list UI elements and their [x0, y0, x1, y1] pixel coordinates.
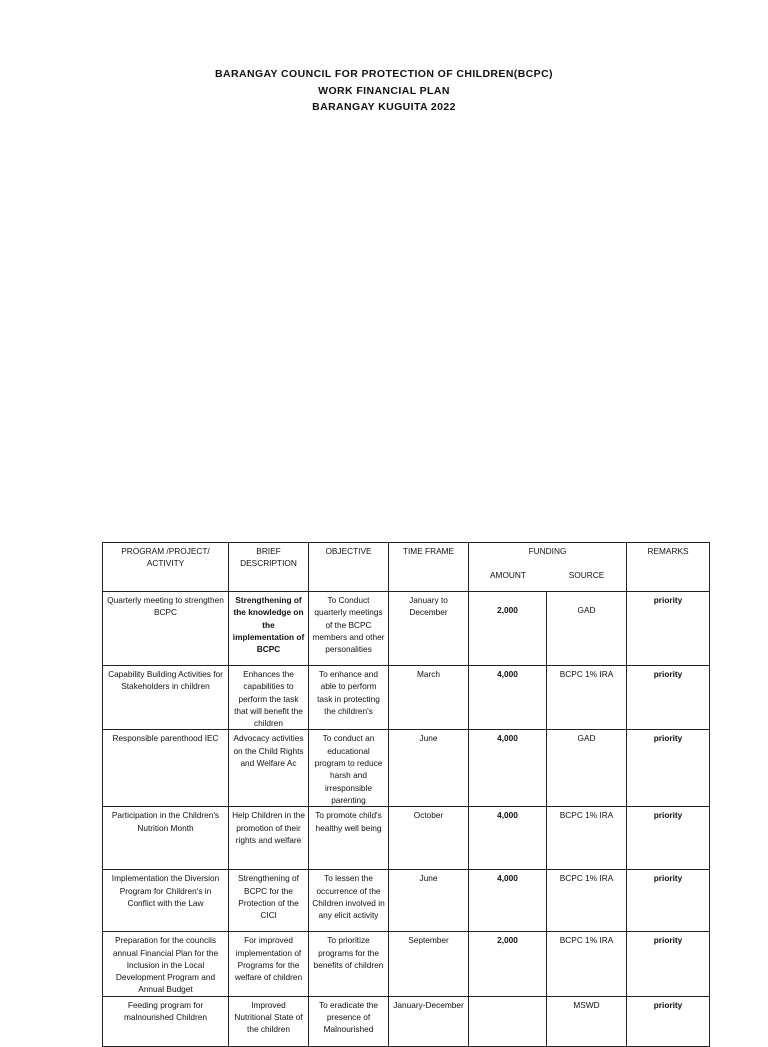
cell-source: BCPC 1% IRA	[547, 870, 627, 932]
cell-description: Advocacy activities on the Child Rights and Welfare Ac	[229, 730, 309, 807]
cell-remarks: priority	[627, 932, 710, 996]
cell-time-frame: January to December	[389, 592, 469, 666]
funding-label: FUNDING	[528, 546, 567, 556]
cell-time-frame: March	[389, 666, 469, 730]
cell-remarks: priority	[627, 730, 710, 807]
cell-source: BCPC 1% IRA	[547, 666, 627, 730]
col-header-time-frame: TIME FRAME	[389, 543, 469, 592]
cell-amount: 4,000	[469, 807, 547, 870]
cell-time-frame: June	[389, 730, 469, 807]
col-header-program: PROGRAM /PROJECT/ ACTIVITY	[103, 543, 229, 592]
cell-source: GAD	[547, 592, 627, 666]
cell-description: Help Children in the promotion of their rights and welfare	[229, 807, 309, 870]
col-header-source: SOURCE	[568, 570, 605, 580]
cell-objective: To promote child's healthy well being	[309, 807, 389, 870]
col-header-funding	[469, 543, 627, 592]
cell-source: BCPC 1% IRA	[547, 807, 627, 870]
table-row	[103, 730, 710, 807]
cell-description: Improved Nutritional State of the children	[229, 996, 309, 1046]
cell-amount: 4,000	[469, 666, 547, 730]
cell-time-frame: October	[389, 807, 469, 870]
cell-remarks: priority	[627, 666, 710, 730]
cell-program: Preparation for the councils annual Financial Plan for the Inclusion in the Local Development Program and Annual Budget	[103, 932, 229, 996]
cell-objective: To prioritize programs for the benefits of children	[309, 932, 389, 996]
cell-amount: 2,000	[469, 592, 547, 666]
cell-remarks: priority	[627, 996, 710, 1046]
col-header-objective: OBJECTIVE	[309, 543, 389, 592]
table-row	[103, 996, 710, 1046]
cell-source: BCPC 1% IRA	[547, 932, 627, 996]
col-header-remarks: REMARKS	[627, 543, 710, 592]
cell-time-frame: January-December	[389, 996, 469, 1046]
cell-description: For improved implementation of Programs for the welfare of children	[229, 932, 309, 996]
col-header-amount: AMOUNT	[490, 570, 526, 580]
cell-remarks: priority	[627, 592, 710, 666]
cell-objective: To lessen the occurrence of the Children involved in any elicit activity	[309, 870, 389, 932]
table-row	[103, 932, 710, 996]
cell-source: GAD	[547, 730, 627, 807]
col-header-description: BRIEF DESCRIPTION	[229, 543, 309, 592]
cell-program: Quarterly meeting to strengthen BCPC	[103, 592, 229, 666]
cell-remarks: priority	[627, 870, 710, 932]
cell-time-frame: September	[389, 932, 469, 996]
cell-program: Implementation the Diversion Program for Children's in Conflict with the Law	[103, 870, 229, 932]
table-row	[103, 592, 710, 666]
cell-program: Responsible parenthood IEC	[103, 730, 229, 807]
cell-amount: 4,000	[469, 730, 547, 807]
cell-description: Strengthening of the knowledge on the implementation of BCPC	[229, 592, 309, 666]
cell-program: Participation in the Children's Nutrition Month	[103, 807, 229, 870]
cell-program: Feeding program for malnourished Children	[103, 996, 229, 1046]
cell-amount: 2,000	[469, 932, 547, 996]
work-financial-plan-table	[102, 542, 710, 1047]
table-row	[103, 666, 710, 730]
cell-objective: To Conduct quarterly meetings of the BCPC members and other personalities	[309, 592, 389, 666]
table-row	[103, 870, 710, 932]
cell-objective: To eradicate the presence of Malnourished	[309, 996, 389, 1046]
document-title-block	[0, 66, 768, 116]
title-line-2: WORK FINANCIAL PLAN	[318, 84, 450, 97]
cell-description: Strengthening of BCPC for the Protection of the CICl	[229, 870, 309, 932]
cell-remarks: priority	[627, 807, 710, 870]
table-header-row	[103, 543, 710, 592]
cell-amount	[469, 996, 547, 1046]
cell-objective: To conduct an educational program to reduce harsh and irresponsible parenting	[309, 730, 389, 807]
cell-program: Capability Building Activities for Stakeholders in children	[103, 666, 229, 730]
title-line-3: BARANGAY KUGUITA 2022	[312, 101, 456, 113]
cell-description: Enhances the capabilities to perform the task that will benefit the children	[229, 666, 309, 730]
cell-objective: To enhance and able to perform task in protecting the children's	[309, 666, 389, 730]
cell-time-frame: June	[389, 870, 469, 932]
cell-source: MSWD	[547, 996, 627, 1046]
table-row	[103, 807, 710, 870]
cell-amount: 4,000	[469, 870, 547, 932]
title-line-1: BARANGAY COUNCIL FOR PROTECTION OF CHILDREN(BCPC)	[215, 68, 553, 80]
